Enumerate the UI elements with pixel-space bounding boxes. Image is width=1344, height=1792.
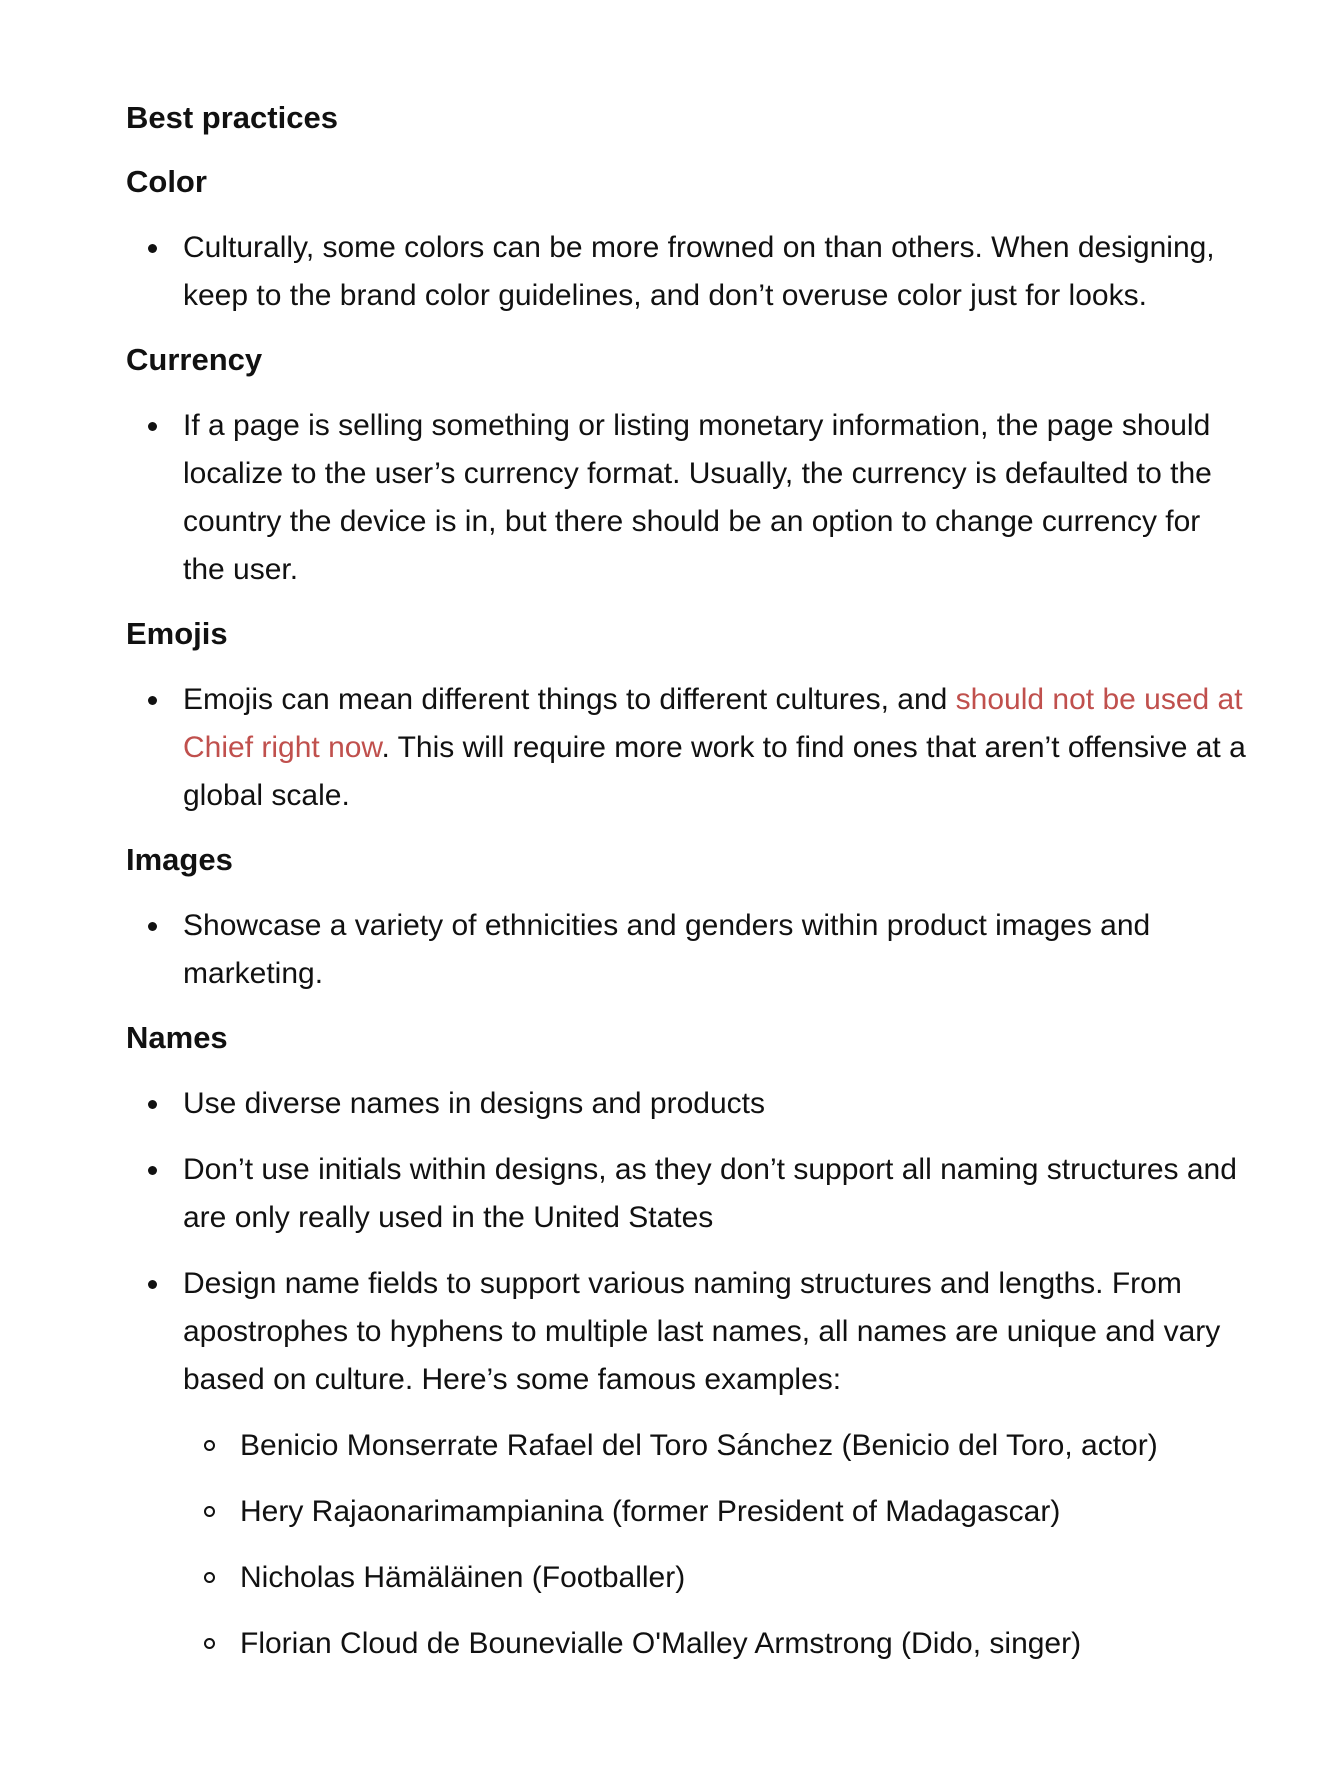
sub-list-item-text: Benicio Monserrate Rafael del Toro Sánchez (Benicio del Toro, actor) <box>240 1429 1158 1462</box>
names-list <box>126 1080 1248 1668</box>
bullet-icon <box>148 922 157 931</box>
list-item <box>126 902 1248 998</box>
list-item <box>126 1260 1248 1668</box>
list-item-text: Culturally, some colors can be more frowned on than others. When designing, keep to the brand color guidelines, and don’t overuse color just for looks. <box>183 231 1215 312</box>
list-item-text: Design name fields to support various naming structures and lengths. From apostrophes to hyphens to multiple last names, all names are unique and vary based on culture. Here’s some famous examples: <box>183 1267 1221 1396</box>
emojis-list <box>126 676 1248 820</box>
section-heading-currency: Currency <box>126 342 263 377</box>
sub-list-item <box>183 1422 1248 1470</box>
hollow-bullet-icon <box>204 1506 215 1517</box>
hollow-bullet-icon <box>204 1440 215 1451</box>
list-item <box>126 676 1248 820</box>
images-list <box>126 902 1248 998</box>
list-item <box>126 1146 1248 1242</box>
currency-list <box>126 402 1248 594</box>
sub-list-item-text: Nicholas Hämäläinen (Footballer) <box>240 1561 686 1594</box>
list-item-text: Use diverse names in designs and products <box>183 1087 765 1120</box>
bullet-icon <box>148 1280 157 1289</box>
page-title: Best practices <box>126 100 338 135</box>
bullet-icon <box>148 1166 157 1175</box>
bullet-icon <box>148 1100 157 1109</box>
sub-list-item-text: Hery Rajaonarimampianina (former President of Madagascar) <box>240 1495 1061 1528</box>
section-heading-emojis: Emojis <box>126 616 228 651</box>
section-heading-names: Names <box>126 1020 228 1055</box>
hollow-bullet-icon <box>204 1572 215 1583</box>
bullet-icon <box>148 244 157 253</box>
color-list <box>126 224 1248 320</box>
name-examples-list <box>183 1422 1248 1668</box>
list-item-text-before: Emojis can mean different things to different cultures, and <box>183 683 956 716</box>
emoji-policy-link[interactable]: should not be used at Chief right now <box>183 683 1243 764</box>
sub-list-item <box>183 1554 1248 1602</box>
list-item-text: Don’t use initials within designs, as they don’t support all naming structures and are only really used in the United States <box>183 1153 1237 1234</box>
sub-list-item-text: Florian Cloud de Bounevialle O'Malley Armstrong (Dido, singer) <box>240 1627 1082 1660</box>
list-item <box>126 224 1248 320</box>
bullet-icon <box>148 696 157 705</box>
sub-list-item <box>183 1620 1248 1668</box>
list-item-text: Showcase a variety of ethnicities and genders within product images and marketing. <box>183 909 1151 990</box>
section-heading-images: Images <box>126 842 233 877</box>
list-item-text-after: . This will require more work to find ones that aren’t offensive at a global scale. <box>183 731 1246 812</box>
list-item-text: If a page is selling something or listing monetary information, the page should localize to the user’s currency format. Usually, the currency is defaulted to the country the device is in, but there should be an option to change currency for the user. <box>183 409 1212 586</box>
list-item <box>126 1080 1248 1128</box>
sub-list-item <box>183 1488 1248 1536</box>
section-heading-color: Color <box>126 164 207 199</box>
bullet-icon <box>148 422 157 431</box>
hollow-bullet-icon <box>204 1638 215 1649</box>
list-item <box>126 402 1248 594</box>
